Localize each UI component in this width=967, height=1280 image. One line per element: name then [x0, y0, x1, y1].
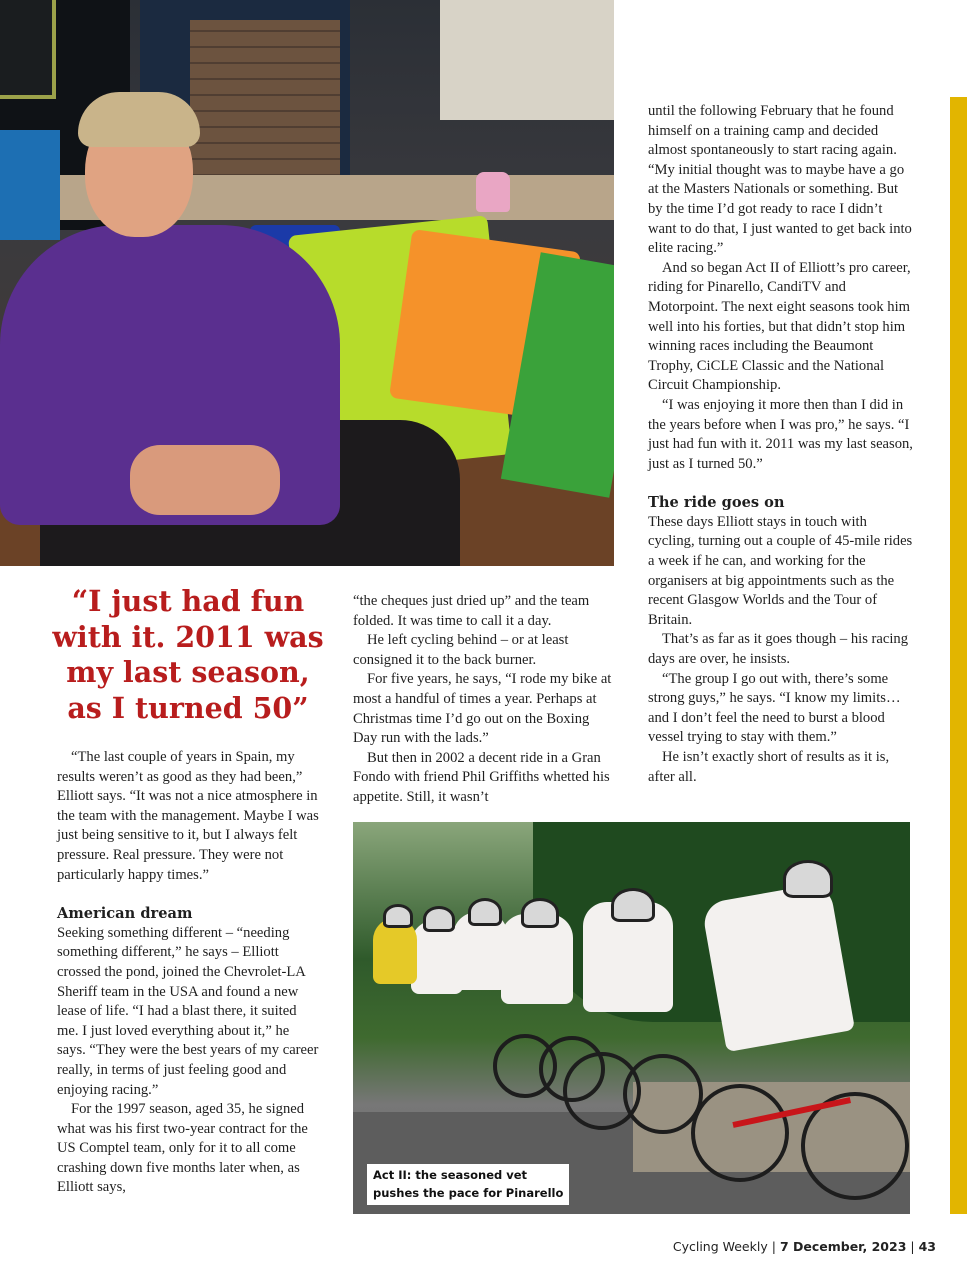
article-column-3: [648, 102, 914, 787]
pull-quote: [50, 584, 326, 726]
accent-bar: [950, 97, 967, 1214]
hero-photo: [0, 0, 614, 566]
footer-separator: |: [771, 1239, 776, 1254]
photo-kitchen-cabinet: [440, 0, 614, 120]
footer-separator: |: [910, 1239, 915, 1254]
paragraph: For the 1997 season, aged 35, he signed what was his first two-year contract for the US Comptel team, only for it to all come crashing down five months later when, as Elliott says,: [57, 1101, 308, 1196]
photo-helmet: [521, 898, 559, 928]
issue-date: 7 December, 2023: [779, 1239, 907, 1254]
page-footer: [673, 1239, 936, 1254]
paragraph: And so began Act II of Elliott’s pro career, riding for Pinarello, CandiTV and Motorpoint. The next eight seasons took him well into his forties, but that didn’t stop him winning races including the Beaumont Trophy, CiCLE Classic and the National Circuit Championship.: [648, 259, 911, 394]
photo-wheel: [623, 1054, 703, 1134]
caption-line: Act II: the seasoned vet: [373, 1168, 528, 1182]
photo-helmet: [783, 860, 833, 898]
photo-kettle: [476, 172, 510, 212]
paragraph: “I was enjoying it more then than I did in the years before when I was pro,” he says. “I just had fun with it. 2011 was my last season, just as I turned 50.”: [648, 396, 913, 472]
photo-wheel: [539, 1036, 605, 1102]
race-photo: [353, 822, 910, 1214]
article-column-1: [57, 748, 319, 1198]
photo-brick-wall: [190, 20, 340, 190]
photo-helmet: [611, 888, 655, 922]
photo-wheel: [691, 1084, 789, 1182]
photo-caption: [367, 1164, 569, 1205]
photo-helmet: [383, 904, 413, 928]
paragraph: “the cheques just dried up” and the team folded. It was time to call it a day.: [353, 593, 590, 629]
pull-quote-line: “I just had fun: [71, 584, 305, 618]
photo-blue-cabinet: [0, 130, 60, 240]
paragraph: These days Elliott stays in touch with cycling, turning out a couple of 45-mile rides a week if he can, and working for the organisers at big appointments such as the recent Glasgow Worlds and the Tour of Britain.: [648, 513, 913, 628]
subheading-american-dream: American dream: [57, 905, 193, 923]
pull-quote-line: with it. 2011 was: [52, 619, 324, 654]
subheading-the-ride-goes-on: The ride goes on: [648, 494, 785, 512]
paragraph: “The last couple of years in Spain, my results weren’t as good as they had been,” Elliott says. “It was not a nice atmosphere in the team with the management. Maybe I was just being sensitive to it, but I always felt pressure. Real pressure. They were not particularly happy times.”: [57, 749, 319, 883]
photo-rider: [701, 882, 855, 1052]
photo-hair: [78, 92, 200, 147]
photo-hands: [130, 445, 280, 515]
photo-helmet: [423, 906, 455, 932]
paragraph: He left cycling behind – or at least consigned it to the back burner.: [353, 632, 569, 668]
pull-quote-line: my last season,: [66, 655, 310, 689]
paragraph: He isn’t exactly short of results as it is, after all.: [648, 749, 890, 785]
photo-helmet: [468, 898, 502, 926]
pull-quote-line: as I turned 50”: [67, 690, 309, 725]
photo-picture-frame: [0, 0, 56, 99]
article-column-2: [353, 592, 615, 808]
paragraph: Seeking something different – “needing something different,” he says – Elliott crossed the pond, joined the Chevrolet-LA Sheriff team in the USA and found a new lease of life. “I had a blast there, it suited me. I just loved everything about it,” he says. “They were the best years of my career really, in terms of just feeling good and enjoying racing.”: [57, 924, 319, 1098]
paragraph: “The group I go out with, there’s some strong guys,” he says. “I know my limits… and I don’t feel the need to burst a blood vessel trying to stay with them.”: [648, 670, 901, 746]
page-number: 43: [918, 1239, 936, 1254]
paragraph: until the following February that he found himself on a training camp and decided almost spontaneously to start racing again. “My initial thought was to maybe have a go at the Masters Nationals or something. But by the time I’d got ready to race I didn’t want to do that, I just wanted to get back into elite racing.”: [648, 103, 912, 257]
magazine-name: Cycling Weekly: [672, 1239, 768, 1254]
caption-line: pushes the pace for Pinarello: [373, 1186, 564, 1200]
paragraph: For five years, he says, “I rode my bike at most a handful of times a year. Perhaps at Christmas time I’d go out on the Boxing Day run with the lads.”: [353, 671, 612, 747]
paragraph: But then in 2002 a decent ride in a Gran Fondo with friend Phil Griffiths whetted his appetite. Still, it wasn’t: [353, 749, 610, 805]
paragraph: That’s as far as it goes though – his racing days are over, he insists.: [648, 631, 909, 668]
